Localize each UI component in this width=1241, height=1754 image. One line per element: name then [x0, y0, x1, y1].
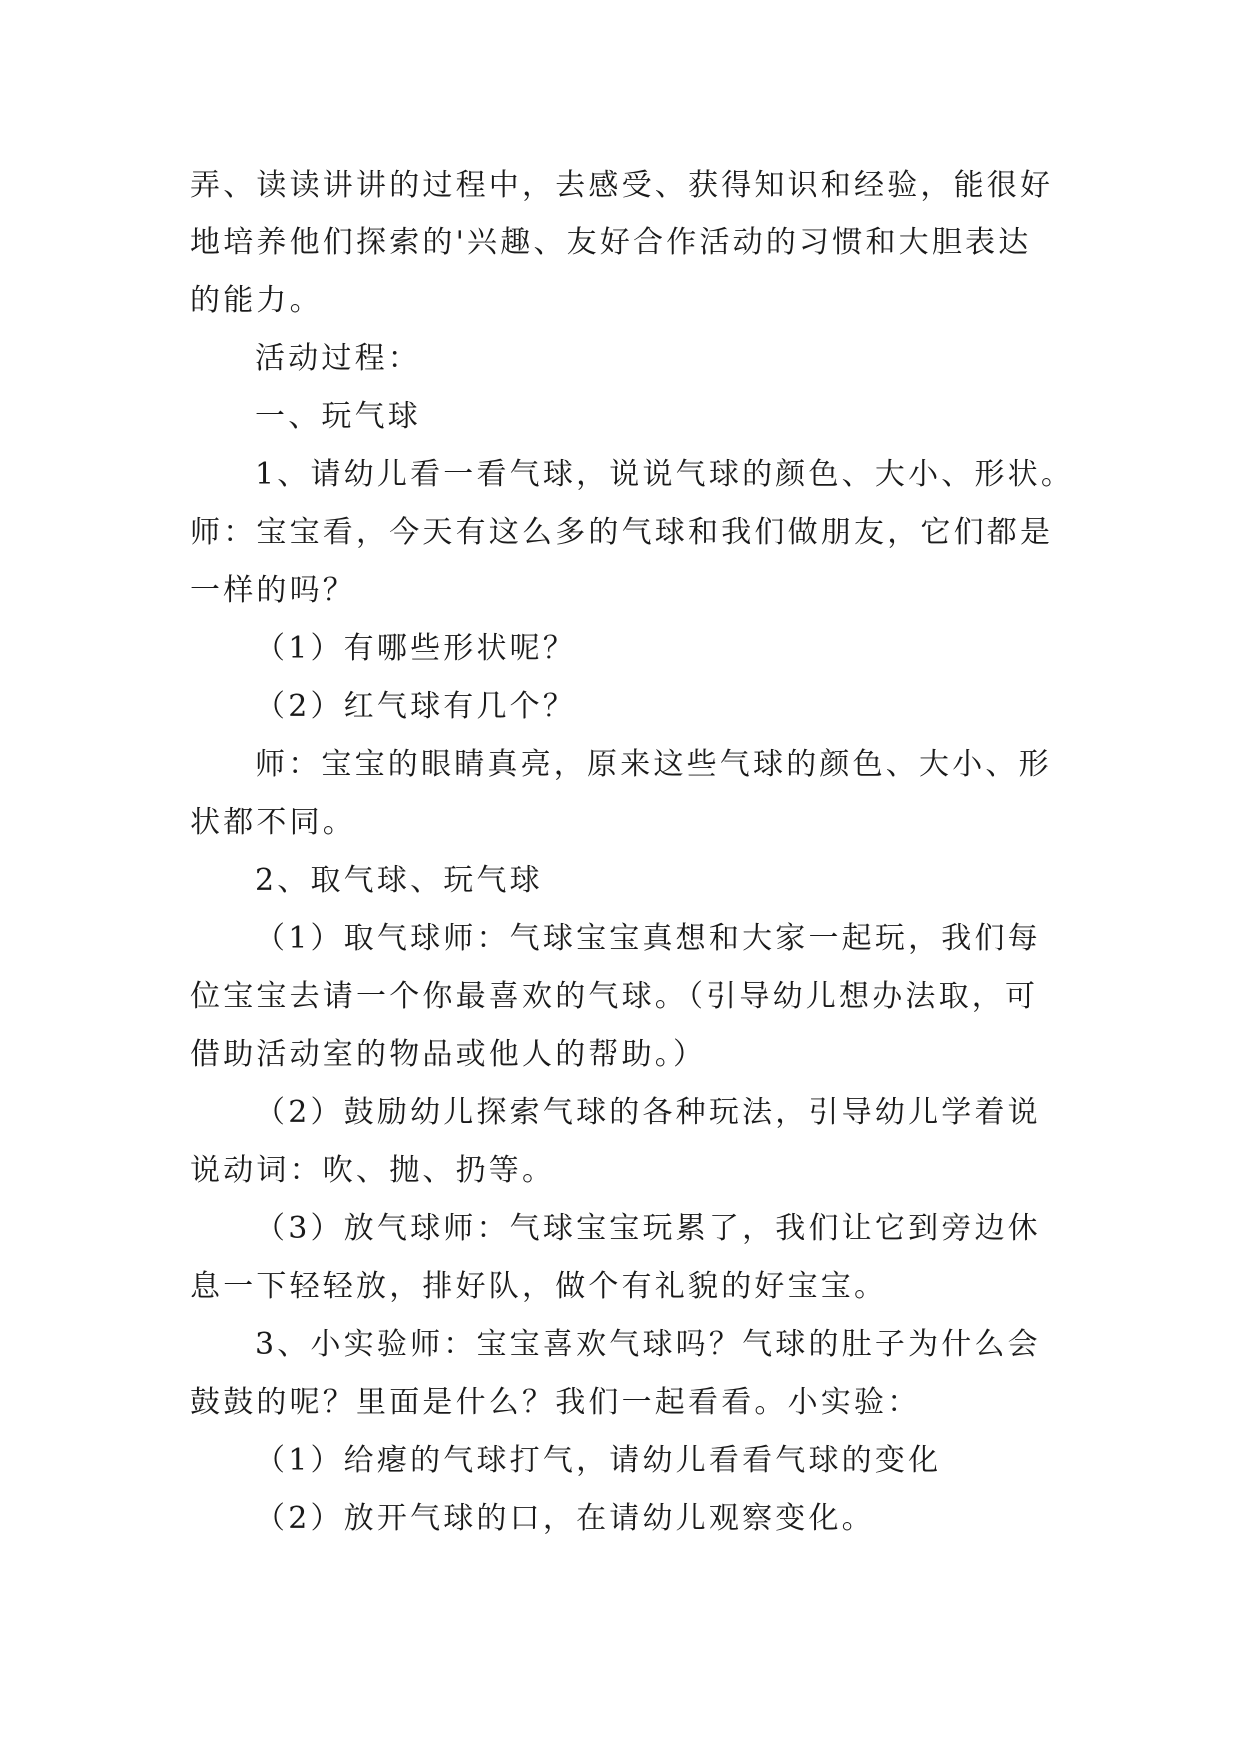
section-heading-take-balloon: 2、取气球、玩气球	[255, 863, 543, 898]
text-line-10: （2）红气球有几个？	[255, 689, 577, 724]
text-line-19: （3）放气球师：气球宝宝玩累了，我们让它到旁边休	[255, 1211, 1041, 1246]
text-line-11: 师：宝宝的眼睛真亮，原来这些气球的颜色、大小、形	[255, 747, 1052, 782]
text-line-9: （1）有哪些形状呢？	[255, 631, 577, 666]
section-heading-activity-process: 活动过程：	[255, 341, 421, 376]
text-line-23: （1）给瘪的气球打气，请幼儿看看气球的变化	[255, 1443, 942, 1478]
text-line-3: 的能力。	[190, 283, 323, 318]
text-line-7: 师：宝宝看，今天有这么多的气球和我们做朋友，它们都是	[190, 515, 1054, 550]
text-line-18: 说动词：吹、抛、扔等。	[190, 1153, 556, 1188]
text-line-17: （2）鼓励幼儿探索气球的各种玩法，引导幼儿学着说	[255, 1095, 1041, 1130]
text-line-15: 位宝宝去请一个你最喜欢的气球。（引导幼儿想办法取，可	[190, 979, 1039, 1014]
text-line-14: （1）取气球师：气球宝宝真想和大家一起玩，我们每	[255, 921, 1041, 956]
section-heading-play-balloon: 一、玩气球	[255, 399, 421, 434]
text-line-16: 借助活动室的物品或他人的帮助。）	[190, 1037, 707, 1072]
text-line-12: 状都不同。	[190, 805, 356, 840]
text-line-20: 息一下轻轻放，排好队，做个有礼貌的好宝宝。	[190, 1269, 888, 1304]
text-line-6: 1、请幼儿看一看气球，说说气球的颜色、大小、形状。	[255, 457, 1075, 492]
text-line-24: （2）放开气球的口，在请幼儿观察变化。	[255, 1501, 875, 1536]
text-line-21: 3、小实验师：宝宝喜欢气球吗？气球的肚子为什么会	[255, 1327, 1041, 1362]
text-line-1: 弄、读读讲讲的过程中，去感受、获得知识和经验，能很好	[190, 168, 1054, 203]
text-line-22: 鼓鼓的呢？里面是什么？我们一起看看。小实验：	[190, 1385, 921, 1420]
text-line-8: 一样的吗？	[190, 573, 356, 608]
text-line-2: 地培养他们探索的'兴趣、友好合作活动的习惯和大胆表达	[190, 225, 1032, 260]
